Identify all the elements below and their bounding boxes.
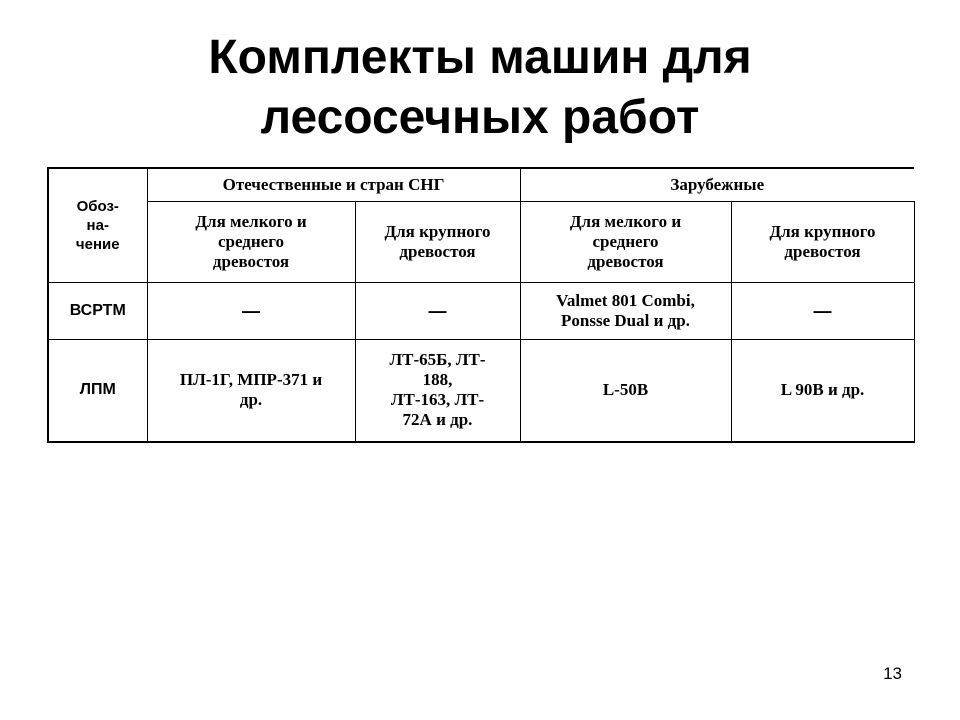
page-number: 13 xyxy=(883,664,902,683)
row-label-lpm: ЛПМ xyxy=(48,339,147,442)
table-cell: — xyxy=(355,282,520,339)
subheader-domestic-large: Для крупного древостоя xyxy=(355,201,520,282)
row-label-vsrtm: ВСРТМ xyxy=(48,282,147,339)
subheader-foreign-large: Для крупного древостоя xyxy=(731,201,914,282)
slide-title xyxy=(60,28,900,148)
table-cell: — xyxy=(147,282,355,339)
table-cell: ПЛ-1Г, МПР-371 и др. xyxy=(147,339,355,442)
corner-header-cell: Обоз- на- чение xyxy=(48,168,147,282)
table-header-row-1 xyxy=(48,168,914,201)
group-header-foreign: Зарубежные xyxy=(520,168,914,201)
table-cell: L 90В и др. xyxy=(731,339,914,442)
subheader-foreign-small: Для мелкого и среднего древостоя xyxy=(520,201,731,282)
table-cell: ЛТ-65Б, ЛТ- 188, ЛТ-163, ЛТ- 72А и др. xyxy=(355,339,520,442)
table-row xyxy=(48,282,914,339)
group-header-domestic: Отечественные и стран СНГ xyxy=(147,168,520,201)
table-cell: Valmet 801 Combi, Ponsse Dual и др. xyxy=(520,282,731,339)
title-line-1: Комплекты машин для xyxy=(208,31,752,84)
machine-sets-table xyxy=(47,167,915,443)
table-header-row-2 xyxy=(48,201,914,282)
subheader-domestic-small: Для мелкого и среднего древостоя xyxy=(147,201,355,282)
table-cell: — xyxy=(731,282,914,339)
title-line-2: лесосечных работ xyxy=(260,91,700,144)
table-row xyxy=(48,339,914,442)
table-cell: L-50В xyxy=(520,339,731,442)
